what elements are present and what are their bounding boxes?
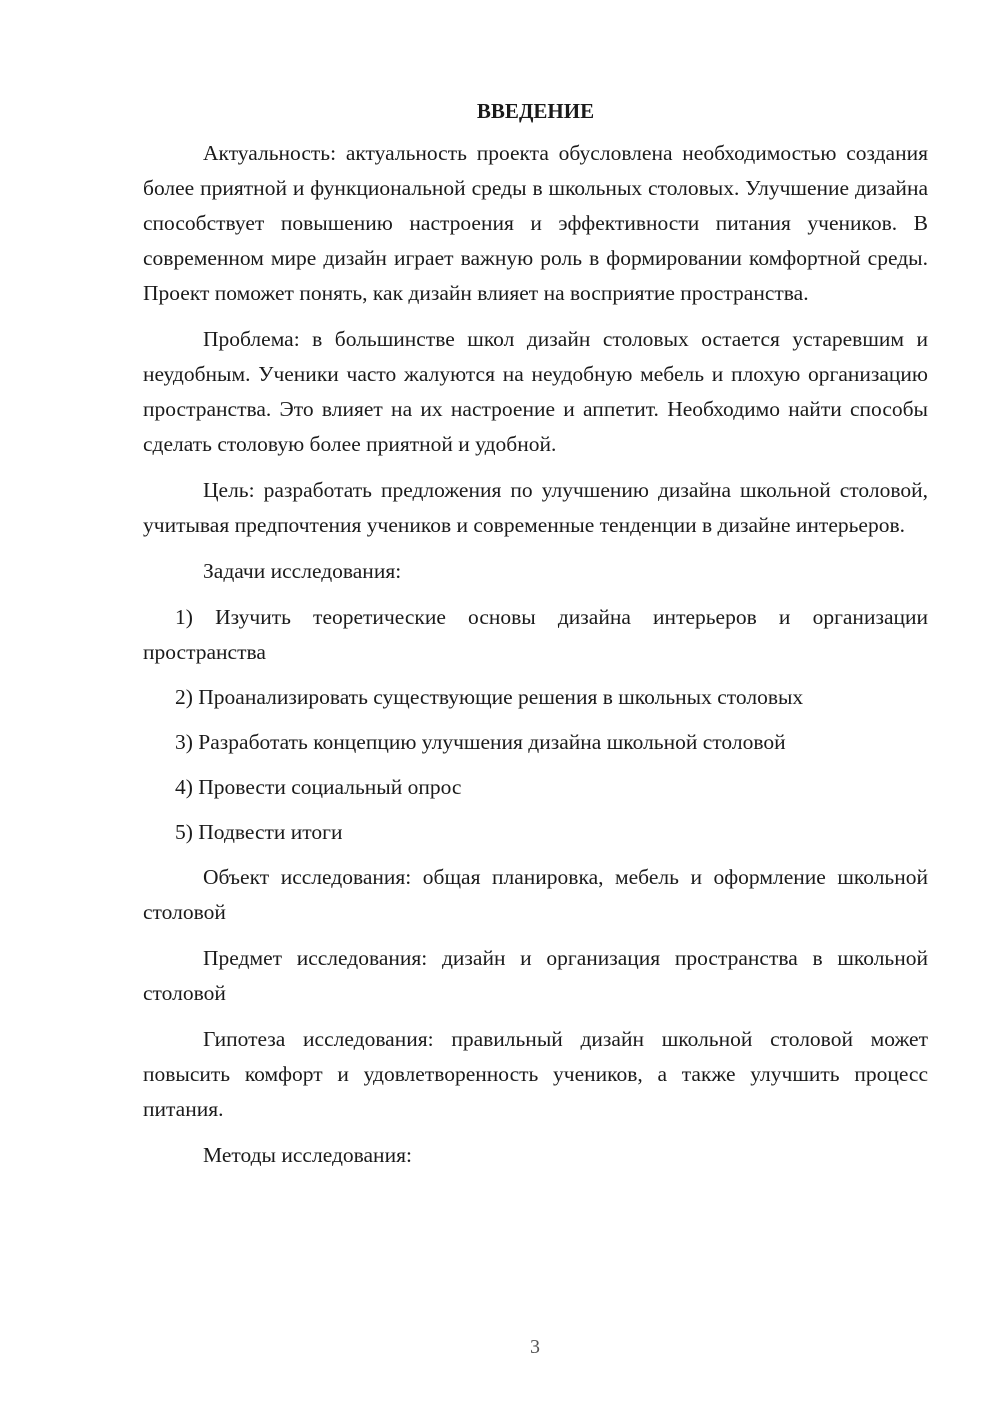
page-title: ВВЕДЕНИЕ [476,99,595,123]
list-item: 4) Провести социальный опрос [175,775,462,799]
page-number: 3 [530,1336,540,1358]
list-item: 5) Подвести итоги [175,820,343,844]
methods-heading: Методы исследования: [203,1143,412,1167]
list-item: 2) Проанализировать существующие решения в школьных столовых [175,685,804,709]
page-content [143,94,928,1184]
list-item: 1) Изучить теоретические основы дизайна интерьеров и организации пространства [143,605,928,664]
paragraph-goal: Цель: разработать предложения по улучшению дизайна школьной столовой, учитывая предпочтения учеников и современные тенденции в дизайне интерьеров. [143,478,928,537]
tasks-heading: Задачи исследования: [203,559,402,583]
paragraph-subject: Предмет исследования: дизайн и организация пространства в школьной столовой [143,946,928,1005]
tasks-list [143,600,928,850]
paragraph-object: Объект исследования: общая планировка, мебель и оформление школьной столовой [143,865,928,924]
paragraph-relevance: Актуальность: актуальность проекта обусловлена необходимостью создания более приятной и функциональной среды в школьных столовых. Улучшение дизайна способствует повышению настроения и эффективности питания учеников. В современном мире дизайн играет важную роль в формировании комфортной среды. Проект поможет понять, как дизайн влияет на восприятие пространства. [143,141,928,305]
paragraph-hypothesis: Гипотеза исследования: правильный дизайн школьной столовой может повысить комфорт и удовлетворенность учеников, а также улучшить процесс питания. [143,1027,928,1121]
paragraph-problem: Проблема: в большинстве школ дизайн столовых остается устаревшим и неудобным. Ученики часто жалуются на неудобную мебель и плохую организацию пространства. Это влияет на их настроение и аппетит. Необходимо найти способы сделать столовую более приятной и удобной. [143,327,928,456]
list-item: 3) Разработать концепцию улучшения дизайна школьной столовой [175,730,786,754]
